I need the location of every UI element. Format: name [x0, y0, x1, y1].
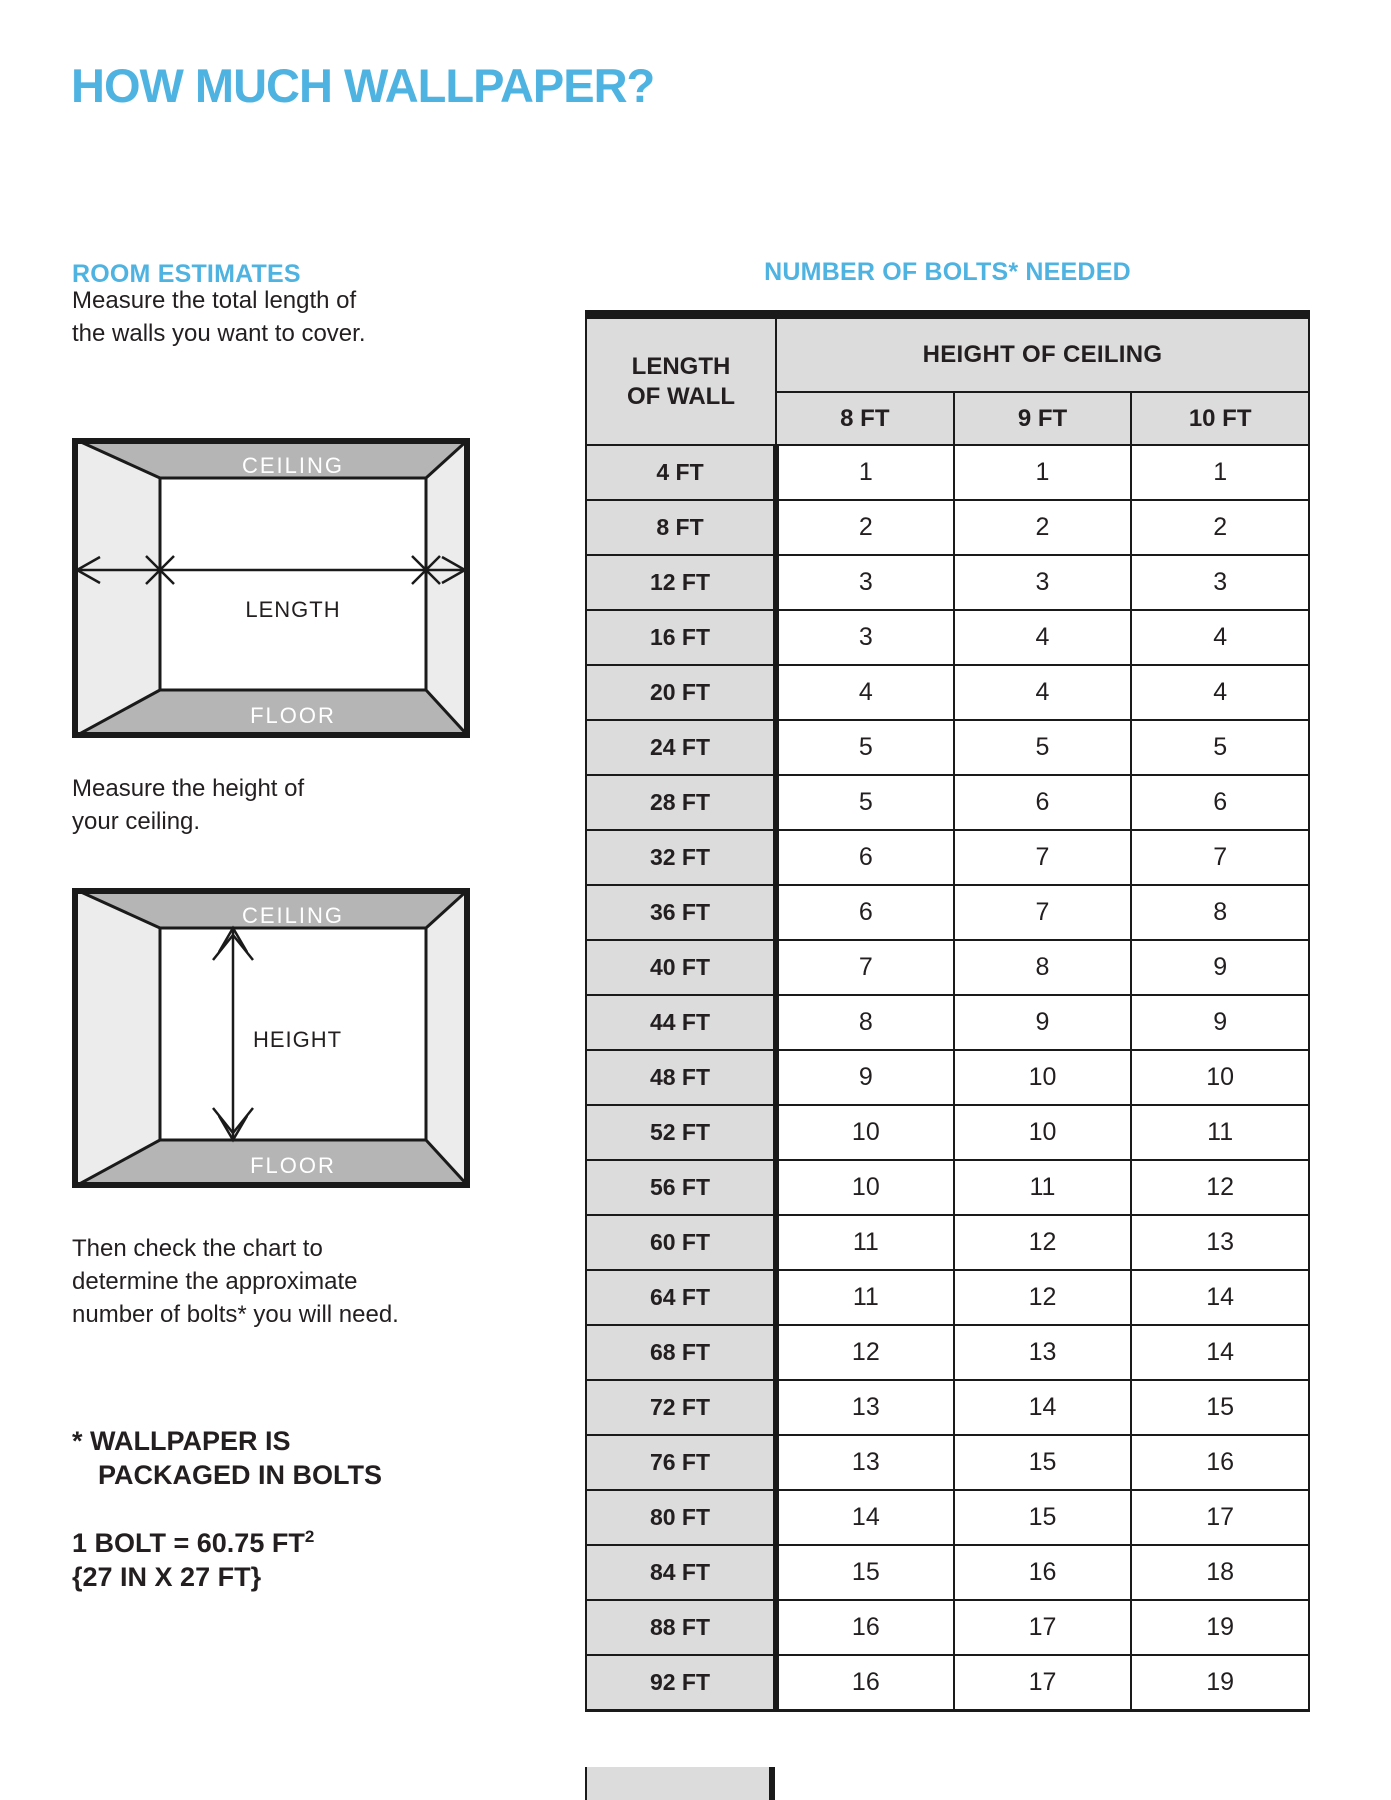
- row-label: 48 FT: [586, 1050, 776, 1105]
- bolt-count-cell: 10: [776, 1105, 954, 1160]
- instruction-check-chart: [72, 1232, 399, 1331]
- table-body: [586, 445, 1309, 1711]
- col-header-line: LENGTH: [631, 352, 731, 380]
- bolt-count-cell: 2: [954, 500, 1132, 555]
- row-label: 32 FT: [586, 830, 776, 885]
- instruction-line: Measure the total length of: [72, 287, 357, 314]
- row-label: 24 FT: [586, 720, 776, 775]
- bolt-count-cell: 6: [776, 885, 954, 940]
- bolt-count-cell: 17: [954, 1600, 1132, 1655]
- instruction-line: number of bolts* you will need.: [72, 1301, 399, 1328]
- bolt-count-cell: 15: [776, 1545, 954, 1600]
- row-label: 4 FT: [586, 445, 776, 500]
- bolt-count-cell: 13: [776, 1380, 954, 1435]
- row-label: 60 FT: [586, 1215, 776, 1270]
- table-row: [586, 1325, 1309, 1380]
- row-label: 40 FT: [586, 940, 776, 995]
- bolt-count-cell: 14: [1131, 1325, 1309, 1380]
- row-label: 76 FT: [586, 1435, 776, 1490]
- bolt-count-cell: 16: [954, 1545, 1132, 1600]
- table-row: [586, 445, 1309, 500]
- ceiling-label: CEILING: [241, 453, 345, 478]
- bolt-count-cell: 9: [954, 995, 1132, 1050]
- bolt-count-cell: 7: [954, 885, 1132, 940]
- bolt-count-cell: 7: [776, 940, 954, 995]
- instruction-measure-length: [72, 284, 365, 350]
- row-label: 88 FT: [586, 1600, 776, 1655]
- page-title: HOW MUCH WALLPAPER?: [71, 59, 655, 112]
- bolt-count-cell: 11: [954, 1160, 1132, 1215]
- right-wall-surface: [426, 438, 470, 738]
- row-label: 72 FT: [586, 1380, 776, 1435]
- left-wall-surface: [72, 438, 160, 738]
- bolt-count-cell: 9: [1131, 940, 1309, 995]
- bolt-count-cell: 7: [954, 830, 1132, 885]
- floor-label: FLOOR: [250, 703, 336, 728]
- bolt-count-cell: 5: [954, 720, 1132, 775]
- cut-off-row-stub: [585, 1767, 775, 1800]
- row-label: 36 FT: [586, 885, 776, 940]
- row-label: 44 FT: [586, 995, 776, 1050]
- bolt-count-cell: 7: [1131, 830, 1309, 885]
- row-label: 56 FT: [586, 1160, 776, 1215]
- ceiling-label: CEILING: [241, 903, 345, 928]
- table-row: [586, 885, 1309, 940]
- bolts-table: [585, 310, 1310, 1712]
- bolt-count-cell: 13: [954, 1325, 1132, 1380]
- bolt-count-cell: 15: [1131, 1380, 1309, 1435]
- bolt-count-cell: 14: [954, 1380, 1132, 1435]
- table-row: [586, 1655, 1309, 1711]
- bolt-count-cell: 4: [954, 610, 1132, 665]
- bolt-count-cell: 15: [954, 1435, 1132, 1490]
- bolt-count-cell: 17: [1131, 1490, 1309, 1545]
- row-label: 16 FT: [586, 610, 776, 665]
- bolt-count-cell: 12: [954, 1270, 1132, 1325]
- table-row: [586, 1545, 1309, 1600]
- bolt-count-cell: 5: [776, 775, 954, 830]
- bolt-count-cell: 12: [1131, 1160, 1309, 1215]
- bolt-definition: [72, 1520, 314, 1594]
- bolt-count-cell: 4: [1131, 610, 1309, 665]
- col-header-length-of-wall: [586, 315, 776, 446]
- bolt-count-cell: 4: [776, 665, 954, 720]
- note-wallpaper-bolts: [72, 1424, 382, 1492]
- table-row: [586, 1215, 1309, 1270]
- table-row: [586, 555, 1309, 610]
- room-length-diagram: [72, 438, 470, 738]
- bolt-count-cell: 14: [776, 1490, 954, 1545]
- note-line: * WALLPAPER IS: [72, 1426, 291, 1456]
- col-header-8ft: 8 FT: [776, 392, 954, 445]
- bolt-count-cell: 8: [776, 995, 954, 1050]
- table-row: [586, 1600, 1309, 1655]
- bolt-count-cell: 1: [1131, 445, 1309, 500]
- table-row: [586, 830, 1309, 885]
- instruction-line: your ceiling.: [72, 808, 201, 835]
- height-label: HEIGHT: [253, 1027, 343, 1052]
- col-header-9ft: 9 FT: [954, 392, 1132, 445]
- bolt-count-cell: 11: [776, 1270, 954, 1325]
- bolt-count-cell: 12: [954, 1215, 1132, 1270]
- instruction-measure-height: [72, 772, 304, 838]
- bolt-count-cell: 8: [1131, 885, 1309, 940]
- squared-superscript: 2: [304, 1527, 315, 1546]
- bolt-count-cell: 4: [1131, 665, 1309, 720]
- row-label: 52 FT: [586, 1105, 776, 1160]
- bolt-count-cell: 1: [776, 445, 954, 500]
- row-label: 92 FT: [586, 1655, 776, 1711]
- table-row: [586, 775, 1309, 830]
- bolt-count-cell: 13: [776, 1435, 954, 1490]
- table-row: [586, 1050, 1309, 1105]
- bolt-count-cell: 2: [1131, 500, 1309, 555]
- bolt-count-cell: 10: [954, 1105, 1132, 1160]
- bolt-count-cell: 13: [1131, 1215, 1309, 1270]
- row-label: 68 FT: [586, 1325, 776, 1380]
- bolt-count-cell: 5: [776, 720, 954, 775]
- bolt-count-cell: 9: [776, 1050, 954, 1105]
- bolt-count-cell: 9: [1131, 995, 1309, 1050]
- length-label: LENGTH: [245, 597, 341, 622]
- bolt-count-cell: 16: [776, 1655, 954, 1711]
- bolt-count-cell: 16: [1131, 1435, 1309, 1490]
- bolt-count-cell: 10: [954, 1050, 1132, 1105]
- table-heading: NUMBER OF BOLTS* NEEDED: [764, 258, 1131, 286]
- table-row: [586, 1160, 1309, 1215]
- bolt-count-cell: 3: [776, 610, 954, 665]
- bolt-count-cell: 19: [1131, 1600, 1309, 1655]
- row-label: 64 FT: [586, 1270, 776, 1325]
- bolt-count-cell: 2: [776, 500, 954, 555]
- bolt-count-cell: 14: [1131, 1270, 1309, 1325]
- instruction-line: determine the approximate: [72, 1268, 358, 1295]
- bolt-count-cell: 6: [776, 830, 954, 885]
- bolt-size-line: 1 BOLT = 60.75 $FT^2$: [72, 1527, 315, 1558]
- bolt-count-cell: 18: [1131, 1545, 1309, 1600]
- table-row: [586, 940, 1309, 995]
- bolt-count-cell: 12: [776, 1325, 954, 1380]
- left-wall-surface: [72, 888, 160, 1188]
- bolt-count-cell: 3: [1131, 555, 1309, 610]
- col-header-line: OF WALL: [627, 382, 735, 410]
- bolt-count-cell: 1: [954, 445, 1132, 500]
- instruction-line: the walls you want to cover.: [72, 320, 366, 347]
- bolt-count-cell: 6: [954, 775, 1132, 830]
- table-row: [586, 610, 1309, 665]
- bolt-count-cell: 11: [776, 1215, 954, 1270]
- bolt-count-cell: 3: [776, 555, 954, 610]
- bolt-count-cell: 5: [1131, 720, 1309, 775]
- col-header-10ft: 10 FT: [1131, 392, 1309, 445]
- back-wall: [160, 478, 426, 690]
- bolt-count-cell: 16: [776, 1600, 954, 1655]
- table-row: [586, 665, 1309, 720]
- bolt-count-cell: 17: [954, 1655, 1132, 1711]
- room-height-diagram: [72, 888, 470, 1188]
- col-header-height-of-ceiling: HEIGHT OF CEILING: [776, 315, 1309, 393]
- table-row: [586, 1490, 1309, 1545]
- bolt-count-cell: 15: [954, 1490, 1132, 1545]
- row-label: 28 FT: [586, 775, 776, 830]
- section-heading-room-estimates: ROOM ESTIMATES: [72, 260, 301, 288]
- instruction-line: Then check the chart to: [72, 1235, 323, 1262]
- row-label: 20 FT: [586, 665, 776, 720]
- row-label: 84 FT: [586, 1545, 776, 1600]
- table-row: [586, 1380, 1309, 1435]
- table-row: [586, 1435, 1309, 1490]
- bolt-dimensions-line: {27 IN X 27 FT}: [72, 1562, 262, 1592]
- table-row: [586, 500, 1309, 555]
- instruction-line: Measure the height of: [72, 775, 305, 802]
- table-row: [586, 1270, 1309, 1325]
- row-label: 8 FT: [586, 500, 776, 555]
- bolt-count-cell: 10: [776, 1160, 954, 1215]
- floor-label: FLOOR: [250, 1153, 336, 1178]
- bolt-count-cell: 8: [954, 940, 1132, 995]
- table-row: [586, 995, 1309, 1050]
- table-row: [586, 720, 1309, 775]
- note-line: PACKAGED IN BOLTS: [98, 1460, 383, 1490]
- row-label: 12 FT: [586, 555, 776, 610]
- bolt-count-cell: 11: [1131, 1105, 1309, 1160]
- bolt-count-cell: 3: [954, 555, 1132, 610]
- bolt-count-cell: 6: [1131, 775, 1309, 830]
- right-wall-surface: [426, 888, 470, 1188]
- table-row: [586, 1105, 1309, 1160]
- bolt-count-cell: 19: [1131, 1655, 1309, 1711]
- bolt-count-cell: 10: [1131, 1050, 1309, 1105]
- bolt-count-cell: 4: [954, 665, 1132, 720]
- row-label: 80 FT: [586, 1490, 776, 1545]
